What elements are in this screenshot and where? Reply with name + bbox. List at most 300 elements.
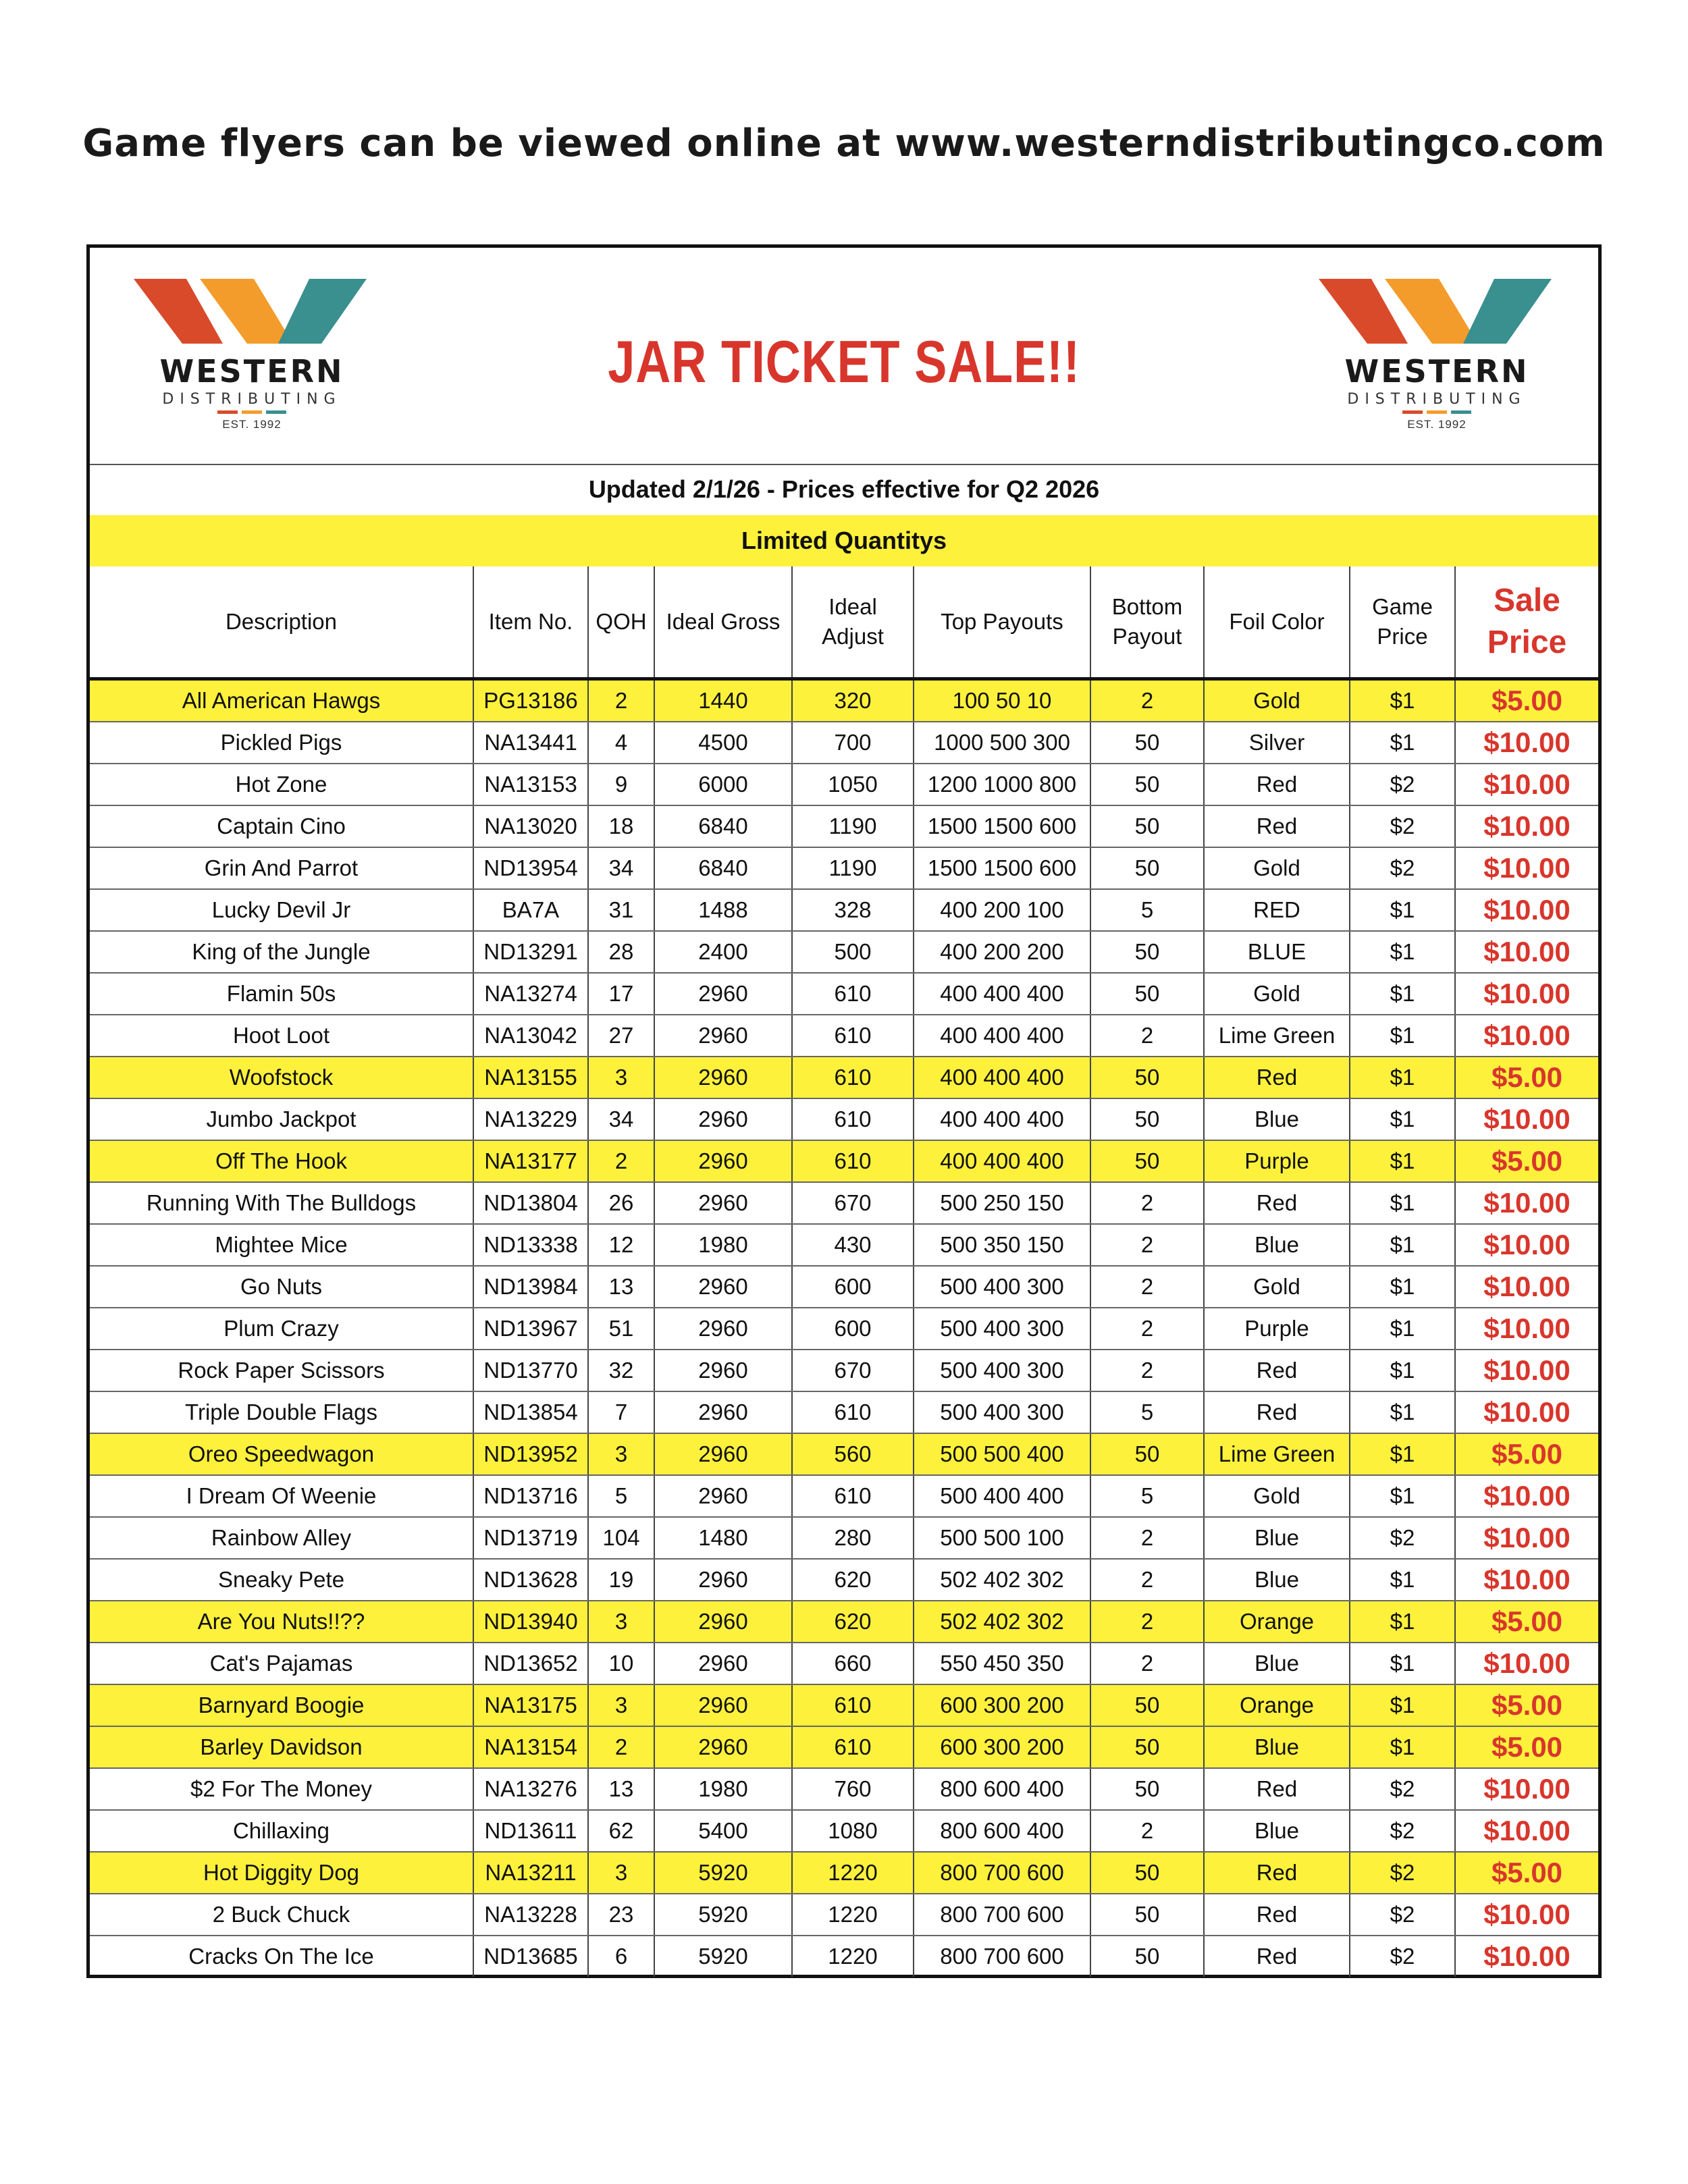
- cell-game-price: $1: [1350, 1266, 1455, 1308]
- table-row: [90, 1517, 1598, 1559]
- table-row: [90, 1308, 1598, 1350]
- cell-sale-price: $10.00: [1455, 1391, 1598, 1433]
- logo-established: EST. 1992: [1407, 418, 1467, 431]
- cell-sale-price: $10.00: [1455, 931, 1598, 973]
- sheet-header: [90, 248, 1598, 465]
- cell-ideal-adjust: 610: [792, 1726, 914, 1768]
- cell-qoh: 28: [588, 931, 654, 973]
- cell-description: Sneaky Pete: [90, 1559, 473, 1601]
- cell-game-price: $1: [1350, 1726, 1455, 1768]
- w-logo-icon: [1319, 273, 1555, 349]
- cell-game-price: $1: [1350, 973, 1455, 1015]
- cell-bottom-payout: 2: [1090, 1266, 1204, 1308]
- cell-description: Oreo Speedwagon: [90, 1433, 473, 1475]
- cell-foil-color: Blue: [1204, 1559, 1350, 1601]
- cell-bottom-payout: 50: [1090, 1936, 1204, 1977]
- cell-ideal-adjust: 1190: [792, 847, 914, 889]
- cell-ideal-adjust: 600: [792, 1266, 914, 1308]
- table-row: [90, 1601, 1598, 1643]
- cell-sale-price: $10.00: [1455, 1517, 1598, 1559]
- cell-game-price: $1: [1350, 1098, 1455, 1140]
- cell-top-payouts: 600 300 200: [914, 1726, 1090, 1768]
- cell-bottom-payout: 50: [1090, 1098, 1204, 1140]
- cell-qoh: 18: [588, 805, 654, 847]
- cell-ideal-gross: 6000: [654, 764, 792, 805]
- cell-item-no: ND13952: [473, 1433, 588, 1475]
- cell-game-price: $2: [1350, 805, 1455, 847]
- cell-foil-color: Blue: [1204, 1810, 1350, 1852]
- cell-ideal-gross: 6840: [654, 805, 792, 847]
- cell-description: Hot Diggity Dog: [90, 1852, 473, 1894]
- cell-description: Chillaxing: [90, 1810, 473, 1852]
- cell-bottom-payout: 50: [1090, 931, 1204, 973]
- cell-item-no: ND13719: [473, 1517, 588, 1559]
- cell-sale-price: $5.00: [1455, 1433, 1598, 1475]
- cell-description: Cat's Pajamas: [90, 1643, 473, 1684]
- cell-top-payouts: 1000 500 300: [914, 722, 1090, 764]
- cell-bottom-payout: 2: [1090, 679, 1204, 722]
- cell-ideal-adjust: 320: [792, 679, 914, 722]
- cell-ideal-adjust: 1220: [792, 1852, 914, 1894]
- cell-foil-color: Orange: [1204, 1684, 1350, 1726]
- cell-ideal-gross: 5920: [654, 1852, 792, 1894]
- table-row: [90, 1057, 1598, 1098]
- cell-foil-color: Lime Green: [1204, 1433, 1350, 1475]
- cell-top-payouts: 400 400 400: [914, 1098, 1090, 1140]
- cell-sale-price: $10.00: [1455, 1224, 1598, 1266]
- cell-description: All American Hawgs: [90, 679, 473, 722]
- cell-game-price: $2: [1350, 1894, 1455, 1936]
- cell-item-no: ND13940: [473, 1601, 588, 1643]
- cell-top-payouts: 800 600 400: [914, 1810, 1090, 1852]
- cell-sale-price: $5.00: [1455, 1057, 1598, 1098]
- cell-item-no: BA7A: [473, 889, 588, 931]
- cell-top-payouts: 1200 1000 800: [914, 764, 1090, 805]
- cell-top-payouts: 500 250 150: [914, 1182, 1090, 1224]
- cell-item-no: ND13685: [473, 1936, 588, 1977]
- cell-top-payouts: 500 400 400: [914, 1475, 1090, 1517]
- cell-sale-price: $10.00: [1455, 1643, 1598, 1684]
- cell-sale-price: $5.00: [1455, 679, 1598, 722]
- cell-ideal-gross: 1480: [654, 1517, 792, 1559]
- cell-item-no: NA13177: [473, 1140, 588, 1182]
- cell-qoh: 13: [588, 1266, 654, 1308]
- cell-foil-color: Gold: [1204, 847, 1350, 889]
- cell-ideal-adjust: 1220: [792, 1894, 914, 1936]
- cell-game-price: $1: [1350, 1684, 1455, 1726]
- cell-sale-price: $5.00: [1455, 1601, 1598, 1643]
- cell-top-payouts: 500 500 100: [914, 1517, 1090, 1559]
- cell-foil-color: Red: [1204, 1182, 1350, 1224]
- cell-ideal-gross: 2960: [654, 1391, 792, 1433]
- cell-bottom-payout: 2: [1090, 1810, 1204, 1852]
- table-row: [90, 1140, 1598, 1182]
- cell-item-no: ND13291: [473, 931, 588, 973]
- cell-ideal-adjust: 1080: [792, 1810, 914, 1852]
- cell-bottom-payout: 2: [1090, 1517, 1204, 1559]
- cell-game-price: $2: [1350, 1517, 1455, 1559]
- cell-foil-color: Red: [1204, 805, 1350, 847]
- table-row: [90, 889, 1598, 931]
- cell-description: Plum Crazy: [90, 1308, 473, 1350]
- table-row: [90, 973, 1598, 1015]
- cell-description: King of the Jungle: [90, 931, 473, 973]
- cell-game-price: $1: [1350, 1015, 1455, 1057]
- cell-bottom-payout: 50: [1090, 1894, 1204, 1936]
- cell-bottom-payout: 50: [1090, 1057, 1204, 1098]
- cell-item-no: NA13154: [473, 1726, 588, 1768]
- cell-top-payouts: 800 700 600: [914, 1936, 1090, 1977]
- cell-item-no: ND13804: [473, 1182, 588, 1224]
- cell-ideal-adjust: 430: [792, 1224, 914, 1266]
- page-title: JAR TICKET SALE!!: [608, 328, 1080, 395]
- cell-foil-color: Blue: [1204, 1517, 1350, 1559]
- cell-ideal-gross: 2960: [654, 1266, 792, 1308]
- cell-game-price: $2: [1350, 764, 1455, 805]
- cell-qoh: 3: [588, 1684, 654, 1726]
- cell-ideal-gross: 2960: [654, 1601, 792, 1643]
- cell-qoh: 6: [588, 1936, 654, 1977]
- table-row: [90, 805, 1598, 847]
- cell-top-payouts: 500 400 300: [914, 1391, 1090, 1433]
- cell-foil-color: Red: [1204, 1391, 1350, 1433]
- cell-item-no: ND13652: [473, 1643, 588, 1684]
- cell-ideal-gross: 2960: [654, 1475, 792, 1517]
- cell-ideal-gross: 2960: [654, 1098, 792, 1140]
- cell-item-no: NA13155: [473, 1057, 588, 1098]
- cell-description: Hot Zone: [90, 764, 473, 805]
- cell-top-payouts: 500 400 300: [914, 1266, 1090, 1308]
- cell-top-payouts: 400 400 400: [914, 1015, 1090, 1057]
- website-banner: Game flyers can be viewed online at www.westerndistributingco.com: [82, 122, 1606, 165]
- cell-qoh: 2: [588, 1726, 654, 1768]
- cell-description: Jumbo Jackpot: [90, 1098, 473, 1140]
- col-header: Top Payouts: [914, 566, 1090, 679]
- table-row: [90, 1810, 1598, 1852]
- cell-foil-color: Lime Green: [1204, 1015, 1350, 1057]
- col-header: Game Price: [1350, 566, 1455, 679]
- table-row: [90, 847, 1598, 889]
- cell-description: Triple Double Flags: [90, 1391, 473, 1433]
- col-header: QOH: [588, 566, 654, 679]
- cell-game-price: $1: [1350, 889, 1455, 931]
- cell-bottom-payout: 50: [1090, 1140, 1204, 1182]
- cell-ideal-gross: 2400: [654, 931, 792, 973]
- cell-qoh: 26: [588, 1182, 654, 1224]
- cell-foil-color: Red: [1204, 1936, 1350, 1977]
- cell-item-no: NA13276: [473, 1768, 588, 1810]
- cell-foil-color: Orange: [1204, 1601, 1350, 1643]
- cell-game-price: $1: [1350, 1350, 1455, 1391]
- cell-item-no: NA13228: [473, 1894, 588, 1936]
- cell-sale-price: $10.00: [1455, 1936, 1598, 1977]
- cell-top-payouts: 550 450 350: [914, 1643, 1090, 1684]
- col-header: Bottom Payout: [1090, 566, 1204, 679]
- cell-description: Mightee Mice: [90, 1224, 473, 1266]
- cell-foil-color: Blue: [1204, 1224, 1350, 1266]
- cell-ideal-adjust: 700: [792, 722, 914, 764]
- cell-ideal-gross: 2960: [654, 1684, 792, 1726]
- table-row: [90, 1643, 1598, 1684]
- cell-foil-color: Gold: [1204, 973, 1350, 1015]
- cell-foil-color: Purple: [1204, 1308, 1350, 1350]
- cell-qoh: 34: [588, 1098, 654, 1140]
- cell-foil-color: Gold: [1204, 1475, 1350, 1517]
- logo-subtitle: DISTRIBUTING: [162, 391, 342, 408]
- cell-foil-color: Red: [1204, 1768, 1350, 1810]
- cell-item-no: PG13186: [473, 679, 588, 722]
- cell-description: Rock Paper Scissors: [90, 1350, 473, 1391]
- col-header: Foil Color: [1204, 566, 1350, 679]
- cell-item-no: NA13020: [473, 805, 588, 847]
- cell-bottom-payout: 50: [1090, 1726, 1204, 1768]
- cell-top-payouts: 800 700 600: [914, 1894, 1090, 1936]
- cell-foil-color: Red: [1204, 1894, 1350, 1936]
- cell-ideal-adjust: 760: [792, 1768, 914, 1810]
- cell-bottom-payout: 50: [1090, 973, 1204, 1015]
- cell-game-price: $2: [1350, 1852, 1455, 1894]
- cell-bottom-payout: 50: [1090, 1684, 1204, 1726]
- cell-game-price: $1: [1350, 1057, 1455, 1098]
- table-row: [90, 1433, 1598, 1475]
- cell-sale-price: $10.00: [1455, 805, 1598, 847]
- cell-ideal-adjust: 670: [792, 1350, 914, 1391]
- col-header: Ideal Adjust: [792, 566, 914, 679]
- cell-description: I Dream Of Weenie: [90, 1475, 473, 1517]
- cell-ideal-adjust: 620: [792, 1601, 914, 1643]
- cell-sale-price: $5.00: [1455, 1852, 1598, 1894]
- cell-top-payouts: 500 500 400: [914, 1433, 1090, 1475]
- cell-foil-color: Blue: [1204, 1098, 1350, 1140]
- cell-sale-price: $10.00: [1455, 1266, 1598, 1308]
- cell-qoh: 19: [588, 1559, 654, 1601]
- col-header: Ideal Gross: [654, 566, 792, 679]
- cell-qoh: 10: [588, 1643, 654, 1684]
- cell-ideal-gross: 2960: [654, 1350, 792, 1391]
- cell-foil-color: Red: [1204, 1350, 1350, 1391]
- cell-bottom-payout: 50: [1090, 722, 1204, 764]
- cell-ideal-gross: 2960: [654, 1559, 792, 1601]
- cell-item-no: ND13628: [473, 1559, 588, 1601]
- cell-item-no: NA13153: [473, 764, 588, 805]
- cell-qoh: 34: [588, 847, 654, 889]
- cell-ideal-gross: 5400: [654, 1810, 792, 1852]
- cell-ideal-adjust: 670: [792, 1182, 914, 1224]
- cell-foil-color: Red: [1204, 1057, 1350, 1098]
- cell-top-payouts: 400 400 400: [914, 1140, 1090, 1182]
- cell-qoh: 51: [588, 1308, 654, 1350]
- col-header: Description: [90, 566, 473, 679]
- cell-game-price: $1: [1350, 1643, 1455, 1684]
- cell-qoh: 3: [588, 1601, 654, 1643]
- table-row: [90, 1098, 1598, 1140]
- cell-bottom-payout: 2: [1090, 1182, 1204, 1224]
- cell-ideal-adjust: 610: [792, 1391, 914, 1433]
- cell-sale-price: $10.00: [1455, 889, 1598, 931]
- cell-bottom-payout: 2: [1090, 1224, 1204, 1266]
- cell-description: 2 Buck Chuck: [90, 1894, 473, 1936]
- cell-top-payouts: 502 402 302: [914, 1601, 1090, 1643]
- cell-qoh: 2: [588, 679, 654, 722]
- cell-qoh: 62: [588, 1810, 654, 1852]
- cell-description: Hoot Loot: [90, 1015, 473, 1057]
- cell-qoh: 23: [588, 1894, 654, 1936]
- col-header-sale-price: Sale Price: [1455, 566, 1598, 679]
- cell-ideal-gross: 1980: [654, 1768, 792, 1810]
- cell-bottom-payout: 2: [1090, 1601, 1204, 1643]
- cell-description: Grin And Parrot: [90, 847, 473, 889]
- cell-ideal-adjust: 610: [792, 1475, 914, 1517]
- cell-game-price: $1: [1350, 1559, 1455, 1601]
- cell-ideal-gross: 1440: [654, 679, 792, 722]
- cell-bottom-payout: 2: [1090, 1308, 1204, 1350]
- cell-qoh: 3: [588, 1852, 654, 1894]
- cell-sale-price: $10.00: [1455, 1015, 1598, 1057]
- cell-sale-price: $10.00: [1455, 1894, 1598, 1936]
- cell-sale-price: $10.00: [1455, 847, 1598, 889]
- cell-qoh: 3: [588, 1433, 654, 1475]
- cell-top-payouts: 502 402 302: [914, 1559, 1090, 1601]
- cell-qoh: 13: [588, 1768, 654, 1810]
- cell-foil-color: Red: [1204, 764, 1350, 805]
- cell-game-price: $1: [1350, 679, 1455, 722]
- cell-game-price: $1: [1350, 1224, 1455, 1266]
- cell-foil-color: Gold: [1204, 679, 1350, 722]
- table-row: [90, 1768, 1598, 1810]
- logo-established: EST. 1992: [222, 418, 282, 431]
- cell-description: Rainbow Alley: [90, 1517, 473, 1559]
- cell-ideal-adjust: 610: [792, 1015, 914, 1057]
- cell-bottom-payout: 50: [1090, 805, 1204, 847]
- table-row: [90, 931, 1598, 973]
- logo-subtitle: DISTRIBUTING: [1347, 391, 1527, 408]
- cell-ideal-adjust: 560: [792, 1433, 914, 1475]
- cell-ideal-adjust: 328: [792, 889, 914, 931]
- cell-ideal-adjust: 280: [792, 1517, 914, 1559]
- cell-qoh: 12: [588, 1224, 654, 1266]
- table-row: [90, 1266, 1598, 1308]
- cell-sale-price: $10.00: [1455, 1308, 1598, 1350]
- cell-item-no: ND13338: [473, 1224, 588, 1266]
- cell-bottom-payout: 50: [1090, 1433, 1204, 1475]
- cell-ideal-gross: 1488: [654, 889, 792, 931]
- cell-ideal-gross: 5920: [654, 1936, 792, 1977]
- cell-ideal-adjust: 660: [792, 1643, 914, 1684]
- cell-item-no: ND13611: [473, 1810, 588, 1852]
- cell-ideal-adjust: 500: [792, 931, 914, 973]
- cell-ideal-gross: 2960: [654, 1140, 792, 1182]
- table-row: [90, 1015, 1598, 1057]
- cell-description: Barnyard Boogie: [90, 1684, 473, 1726]
- cell-qoh: 7: [588, 1391, 654, 1433]
- table-row: [90, 679, 1598, 722]
- logo-color-bars: [1315, 410, 1558, 414]
- cell-ideal-gross: 1980: [654, 1224, 792, 1266]
- cell-item-no: ND13854: [473, 1391, 588, 1433]
- updated-notice: Updated 2/1/26 - Prices effective for Q2 2026: [588, 475, 1100, 503]
- cell-ideal-gross: 4500: [654, 722, 792, 764]
- cell-sale-price: $10.00: [1455, 1475, 1598, 1517]
- cell-ideal-gross: 2960: [654, 1643, 792, 1684]
- limited-quantities-bar: Limited Quantitys: [90, 515, 1598, 566]
- cell-ideal-gross: 2960: [654, 1433, 792, 1475]
- cell-game-price: $1: [1350, 1182, 1455, 1224]
- cell-foil-color: Blue: [1204, 1643, 1350, 1684]
- cell-foil-color: Gold: [1204, 1266, 1350, 1308]
- cell-game-price: $1: [1350, 1308, 1455, 1350]
- cell-foil-color: Silver: [1204, 722, 1350, 764]
- cell-sale-price: $10.00: [1455, 1350, 1598, 1391]
- cell-game-price: $2: [1350, 1810, 1455, 1852]
- cell-ideal-adjust: 610: [792, 1057, 914, 1098]
- cell-description: Off The Hook: [90, 1140, 473, 1182]
- cell-item-no: ND13716: [473, 1475, 588, 1517]
- cell-top-payouts: 800 600 400: [914, 1768, 1090, 1810]
- cell-ideal-adjust: 610: [792, 1684, 914, 1726]
- cell-item-no: NA13274: [473, 973, 588, 1015]
- cell-description: Captain Cino: [90, 805, 473, 847]
- table-row: [90, 764, 1598, 805]
- cell-qoh: 9: [588, 764, 654, 805]
- table-row: [90, 1936, 1598, 1977]
- cell-top-payouts: 1500 1500 600: [914, 805, 1090, 847]
- cell-sale-price: $10.00: [1455, 1559, 1598, 1601]
- cell-sale-price: $10.00: [1455, 1768, 1598, 1810]
- table-row: [90, 1684, 1598, 1726]
- logo-name: WESTERN: [159, 353, 344, 390]
- cell-bottom-payout: 5: [1090, 1475, 1204, 1517]
- cell-description: Running With The Bulldogs: [90, 1182, 473, 1224]
- cell-ideal-gross: 2960: [654, 1015, 792, 1057]
- cell-top-payouts: 400 200 200: [914, 931, 1090, 973]
- cell-top-payouts: 500 350 150: [914, 1224, 1090, 1266]
- cell-description: Lucky Devil Jr: [90, 889, 473, 931]
- cell-qoh: 2: [588, 1140, 654, 1182]
- cell-ideal-adjust: 1220: [792, 1936, 914, 1977]
- cell-ideal-adjust: 610: [792, 973, 914, 1015]
- cell-game-price: $2: [1350, 1768, 1455, 1810]
- cell-qoh: 31: [588, 889, 654, 931]
- cell-game-price: $2: [1350, 847, 1455, 889]
- cell-bottom-payout: 50: [1090, 764, 1204, 805]
- cell-ideal-gross: 5920: [654, 1894, 792, 1936]
- cell-qoh: 4: [588, 722, 654, 764]
- cell-sale-price: $10.00: [1455, 1810, 1598, 1852]
- table-row: [90, 1350, 1598, 1391]
- cell-item-no: NA13229: [473, 1098, 588, 1140]
- table-row: [90, 1894, 1598, 1936]
- cell-ideal-adjust: 610: [792, 1140, 914, 1182]
- cell-top-payouts: 400 200 100: [914, 889, 1090, 931]
- col-header: Item No.: [473, 566, 588, 679]
- cell-foil-color: Purple: [1204, 1140, 1350, 1182]
- cell-item-no: NA13175: [473, 1684, 588, 1726]
- cell-top-payouts: 500 400 300: [914, 1350, 1090, 1391]
- cell-foil-color: RED: [1204, 889, 1350, 931]
- cell-description: Pickled Pigs: [90, 722, 473, 764]
- cell-game-price: $1: [1350, 1391, 1455, 1433]
- cell-item-no: ND13967: [473, 1308, 588, 1350]
- table-row: [90, 1182, 1598, 1224]
- table-header-row: [90, 566, 1598, 679]
- cell-item-no: ND13954: [473, 847, 588, 889]
- cell-game-price: $1: [1350, 1433, 1455, 1475]
- price-table: [90, 566, 1598, 1977]
- cell-qoh: 104: [588, 1517, 654, 1559]
- cell-ideal-gross: 6840: [654, 847, 792, 889]
- cell-bottom-payout: 5: [1090, 1391, 1204, 1433]
- cell-qoh: 17: [588, 973, 654, 1015]
